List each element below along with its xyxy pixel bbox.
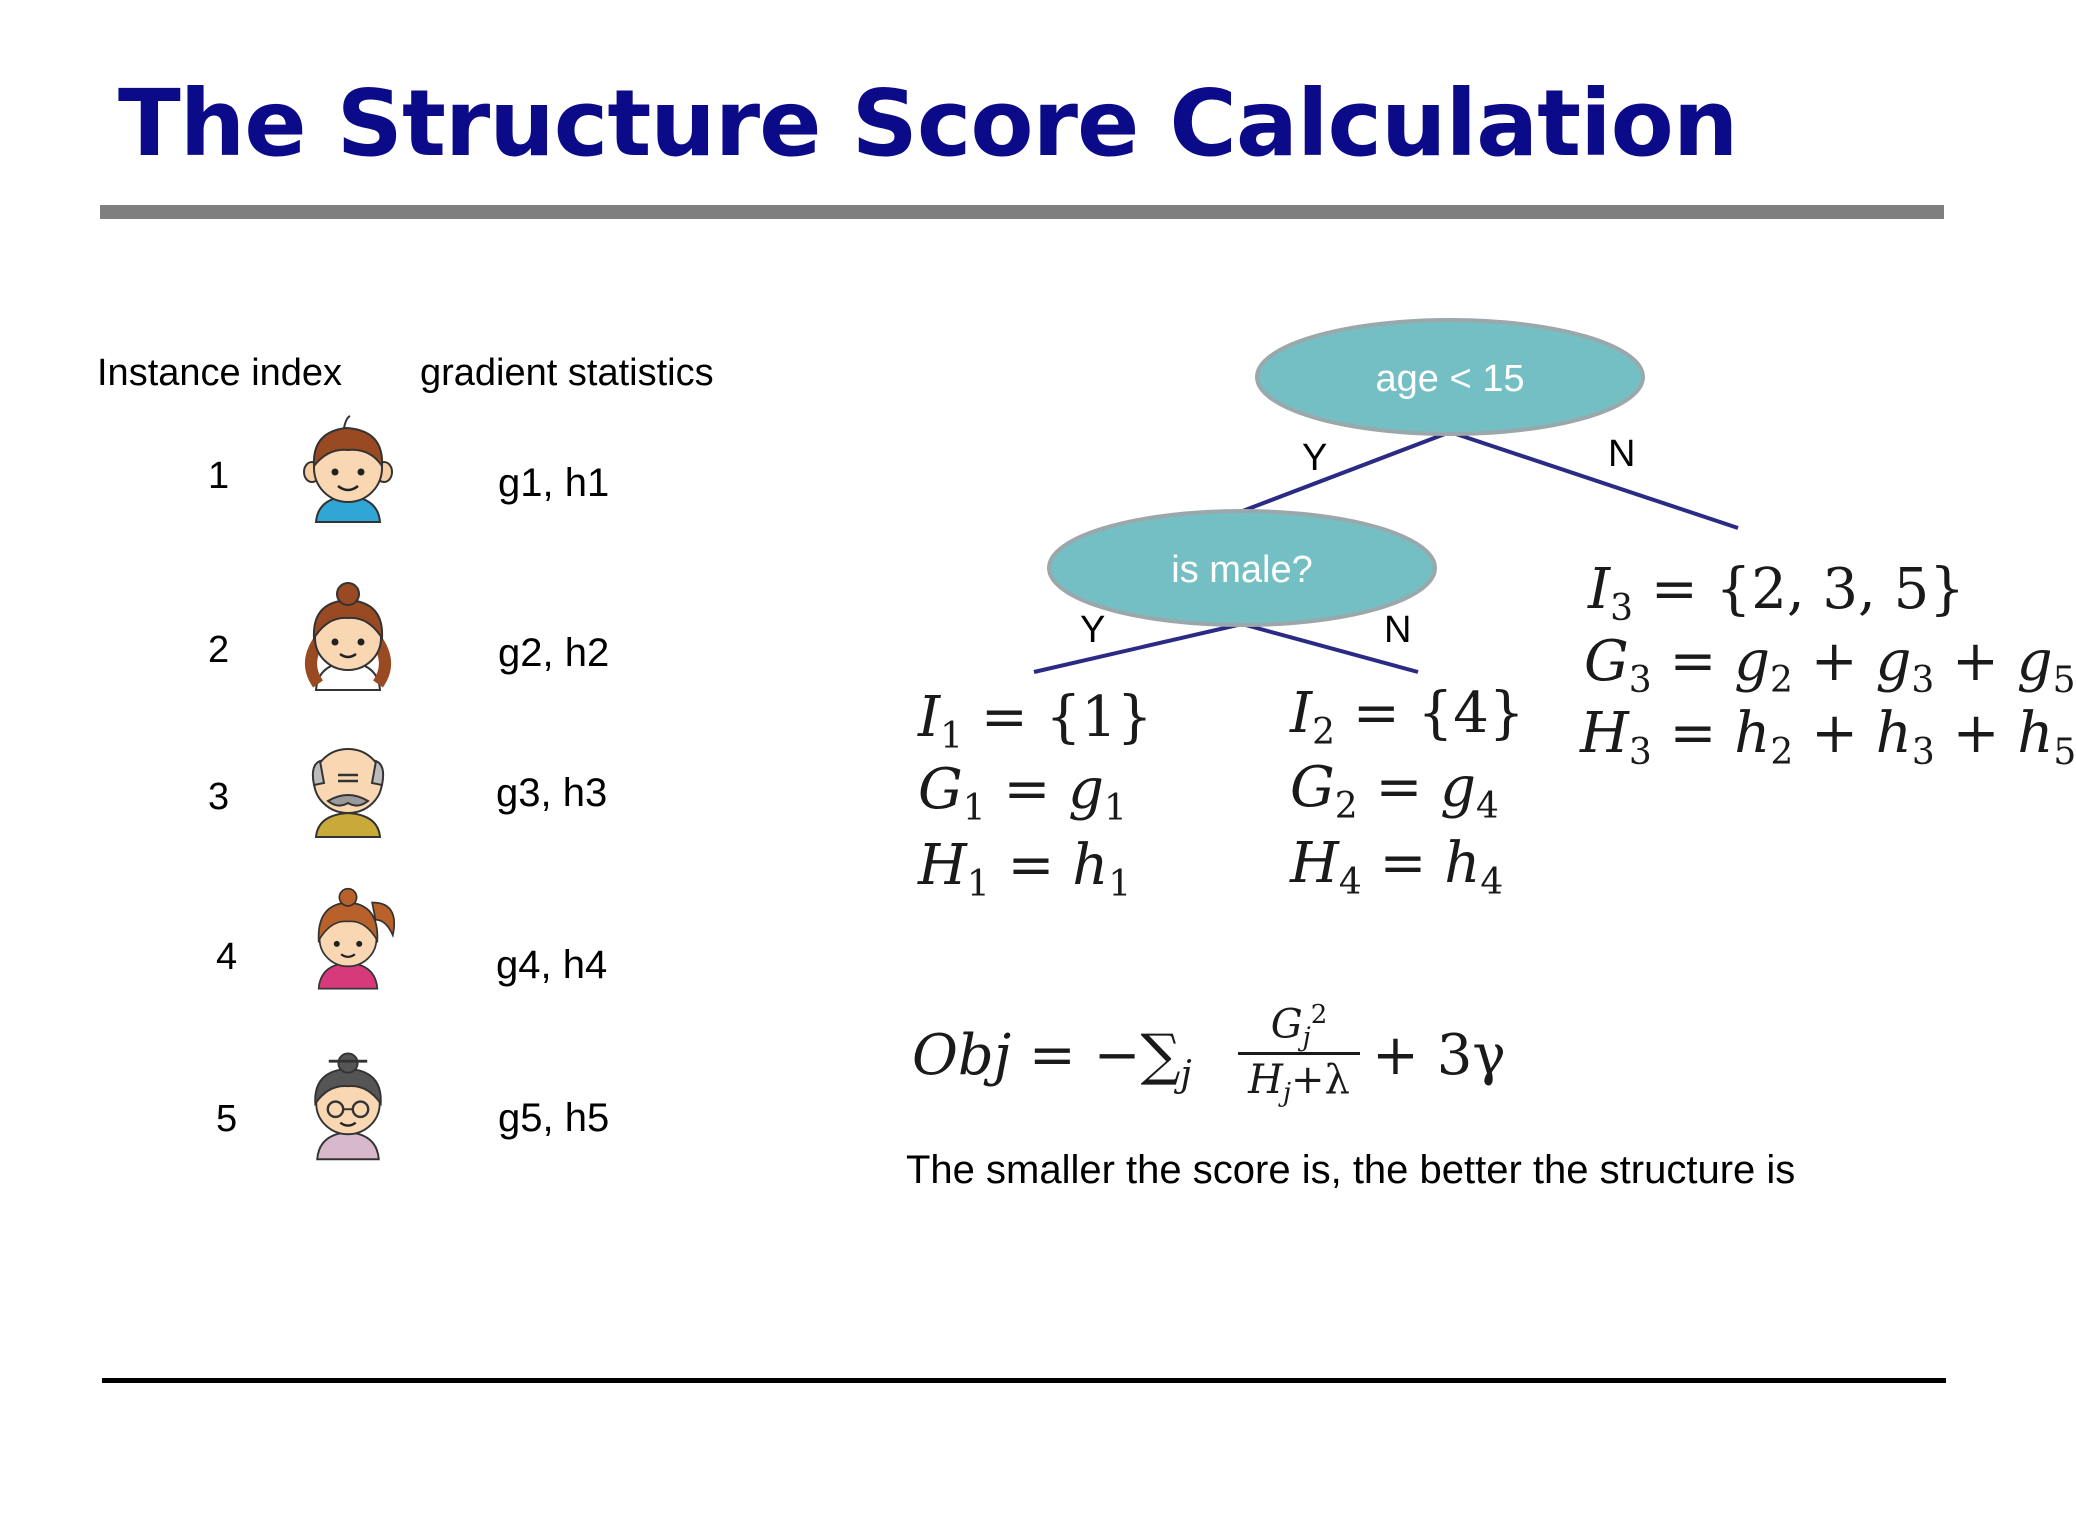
edge-root-yes — [1240, 432, 1450, 512]
gradient-stats-2: g2, h2 — [498, 631, 610, 675]
score-note: The smaller the score is, the better the structure is — [906, 1148, 1796, 1192]
gradient-stats-3: g3, h3 — [496, 771, 608, 815]
objective-formula: Obj = $-\sum_j$ $G_j^2$ $H_j+\lambda$ + 3γ — [912, 1000, 1506, 1108]
child-node-label: is male? — [1171, 549, 1313, 591]
instance-index-4: 4 — [216, 936, 238, 978]
instance-index-2: 2 — [208, 629, 230, 671]
leaf2-instance-set: $I_2 = \{4\}$ — [1290, 681, 1525, 753]
leaf3-instance-set: $I_3 = \{2$, 3, 5} — [1588, 557, 1965, 629]
root-yes-label: Y — [1302, 437, 1328, 479]
root-node-label: age < 15 — [1375, 358, 1525, 400]
leaf1-h-sum: $H_1 = h_1$ — [918, 833, 1132, 905]
edge-root-no — [1450, 432, 1738, 528]
gradient-stats-1: g1, h1 — [498, 461, 610, 505]
leaf3-h-sum: $H_3 = h_2 + h_3 + h_5$ — [1580, 701, 2076, 773]
leaf3-g-sum: $G_3 = g_2 + g_3 + g_5$ — [1584, 629, 2076, 701]
leaf1-instance-set: $I_1 = \{1\}$ — [918, 685, 1153, 757]
root-no-label: N — [1608, 433, 1636, 475]
instance-index-1: 1 — [208, 455, 230, 497]
instance-index-header: Instance index — [97, 352, 343, 394]
leaf2-h-sum: $H_4 = h_4$ — [1290, 831, 1504, 903]
child-no-label: N — [1384, 609, 1412, 651]
leaf2-g-sum: $G_2 = g_4$ — [1290, 755, 1499, 827]
gradient-statistics-header: gradient statistics — [420, 352, 714, 394]
gradient-stats-4: g4, h4 — [496, 943, 608, 987]
instance-index-5: 5 — [216, 1098, 238, 1140]
slide-title: The Structure Score Calculation — [118, 70, 1738, 177]
child-yes-label: Y — [1080, 609, 1106, 651]
bottom-divider — [102, 1378, 1946, 1383]
gradient-stats-5: g5, h5 — [498, 1096, 610, 1140]
edge-child-yes — [1034, 624, 1242, 672]
leaf1-g-sum: $G_1 = g_1$ — [918, 757, 1127, 829]
instance-index-3: 3 — [208, 776, 230, 818]
